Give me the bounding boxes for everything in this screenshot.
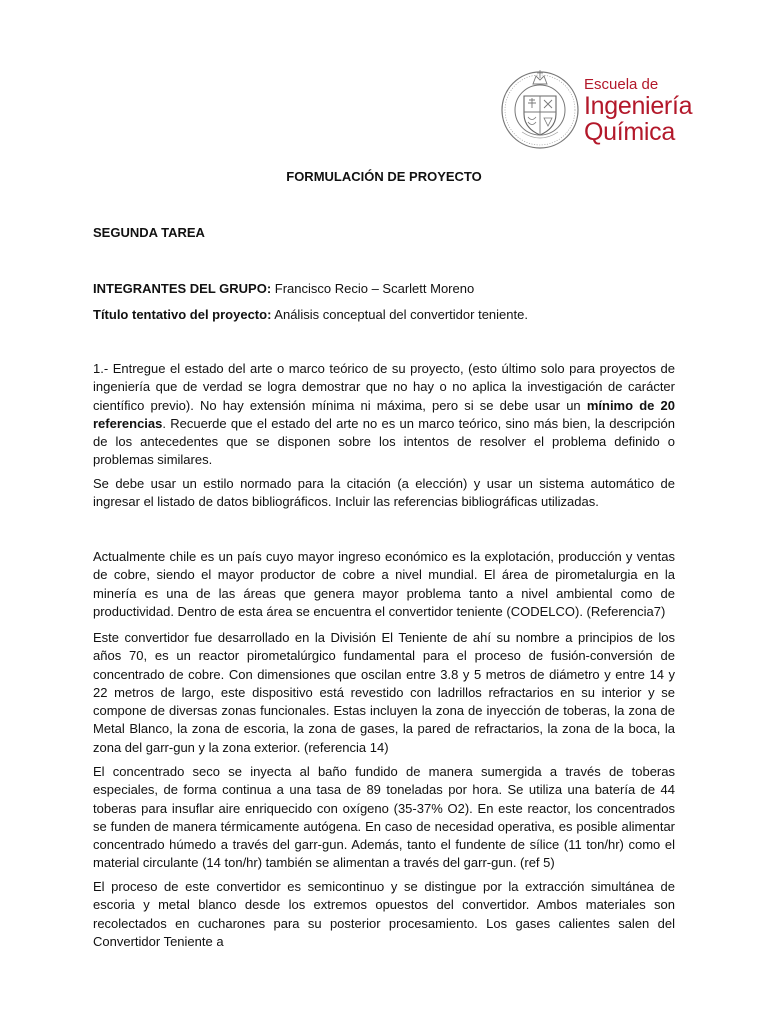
logo-line-escuela: Escuela de — [584, 76, 659, 93]
logo-line-ingenieria: Ingeniería — [584, 92, 693, 120]
question-1-text-b: . Recuerde que el estado del arte no es un marco teórico, sino más bien, la descripción de los antecedentes que se disponen sobre los intentos de resolver el problema definido o problemas similares. — [93, 415, 675, 468]
question-1-note: Se debe usar un estilo normado para la citación (a elección) y usar un sistema automático de ingresar el listado de datos bibliográficos. Incluir las referencias bibliográficas utilizadas. — [93, 476, 675, 510]
paragraph-3: El concentrado seco se inyecta al baño fundido de manera sumergida a través de toberas especiales, de forma continua a una tasa de 89 toneladas por hora. Se utiliza una batería de 44 toberas para insuflar aire enriquecido con oxígeno (35-37% O2). En este reactor, los concentrados se funden de manera térmicamente autógena. En caso de necesidad operativa, es posible alimentar concentrado húmedo a través del garr-gun. Además, tanto el fundente de sílice (11 ton/hr) como el material circulante (14 ton/hr) también se alimentan a través del garr-gun. (ref 5) — [93, 764, 675, 871]
project-title-line — [93, 306, 675, 324]
paragraph-1: Actualmente chile es un país cuyo mayor ingreso económico es la explotación, producción y ventas de cobre, siendo el mayor productor de cobre a nivel mundial. El área de pirometalurgia en la minería es una de las áreas que genera mayor problema tanto a nivel ambiental como de productividad. Dentro de esta área se encuentra el convertidor teniente (CODELCO). (Referencia7) — [93, 549, 675, 619]
assignment-subtitle: SEGUNDA TAREA — [93, 225, 205, 240]
group-members-line — [93, 280, 675, 298]
question-1-text-a: 1.- Entregue el estado del arte o marco teórico de su proyecto, (esto último solo para proyectos de ingeniería que de verdad se logra demostrar que no hay o no aplica la investigación de carácter científico previo). No hay extensión mínima ni máxima, pero si se debe usar un — [93, 361, 675, 413]
paragraph-4: El proceso de este convertidor es semicontinuo y se distingue por la extracción simultánea de escoria y metal blanco desde los extremos opuestos del convertidor. Ambos materiales son recolectados en cucharones para su posterior procesamiento. Los gases calientes salen del Convertidor Teniente a — [93, 879, 675, 949]
logo-line-quimica: Química — [584, 118, 675, 146]
group-members-label: INTEGRANTES DEL GRUPO: — [93, 281, 272, 296]
university-seal-icon — [500, 62, 580, 158]
question-1-emphasis: mínimo de 20 referencias — [93, 397, 676, 431]
paragraph-2: Este convertidor fue desarrollado en la División El Teniente de ahí su nombre a principios de los años 70, es un reactor pirometalúrgico fundamental para el proceso de fusión-conversión de concentrado de cobre. Con dimensiones que oscilan entre 3.8 y 5 metros de diámetro y entre 14 y 22 metros de largo, este dispositivo está revestido con ladrillos refractarios en su interior y se compone de diversas zonas funcionales. Estas incluyen la zona de inyección de toberas, la zona de Metal Blanco, la zona de escoria, la zona de gases, la pared de refractarios, la zona de la boca, la zona del garr-gun y la zona exterior. (referencia 14) — [93, 630, 675, 755]
project-title-label: Título tentativo del proyecto: — [93, 307, 272, 322]
document-title: FORMULACIÓN DE PROYECTO — [286, 169, 482, 184]
group-members-value: Francisco Recio – Scarlett Moreno — [271, 281, 475, 296]
school-logo — [500, 62, 693, 158]
question-1 — [93, 360, 675, 470]
logo-wordmark — [584, 76, 692, 145]
project-title-value: Análisis conceptual del convertidor teniente. — [271, 307, 528, 322]
